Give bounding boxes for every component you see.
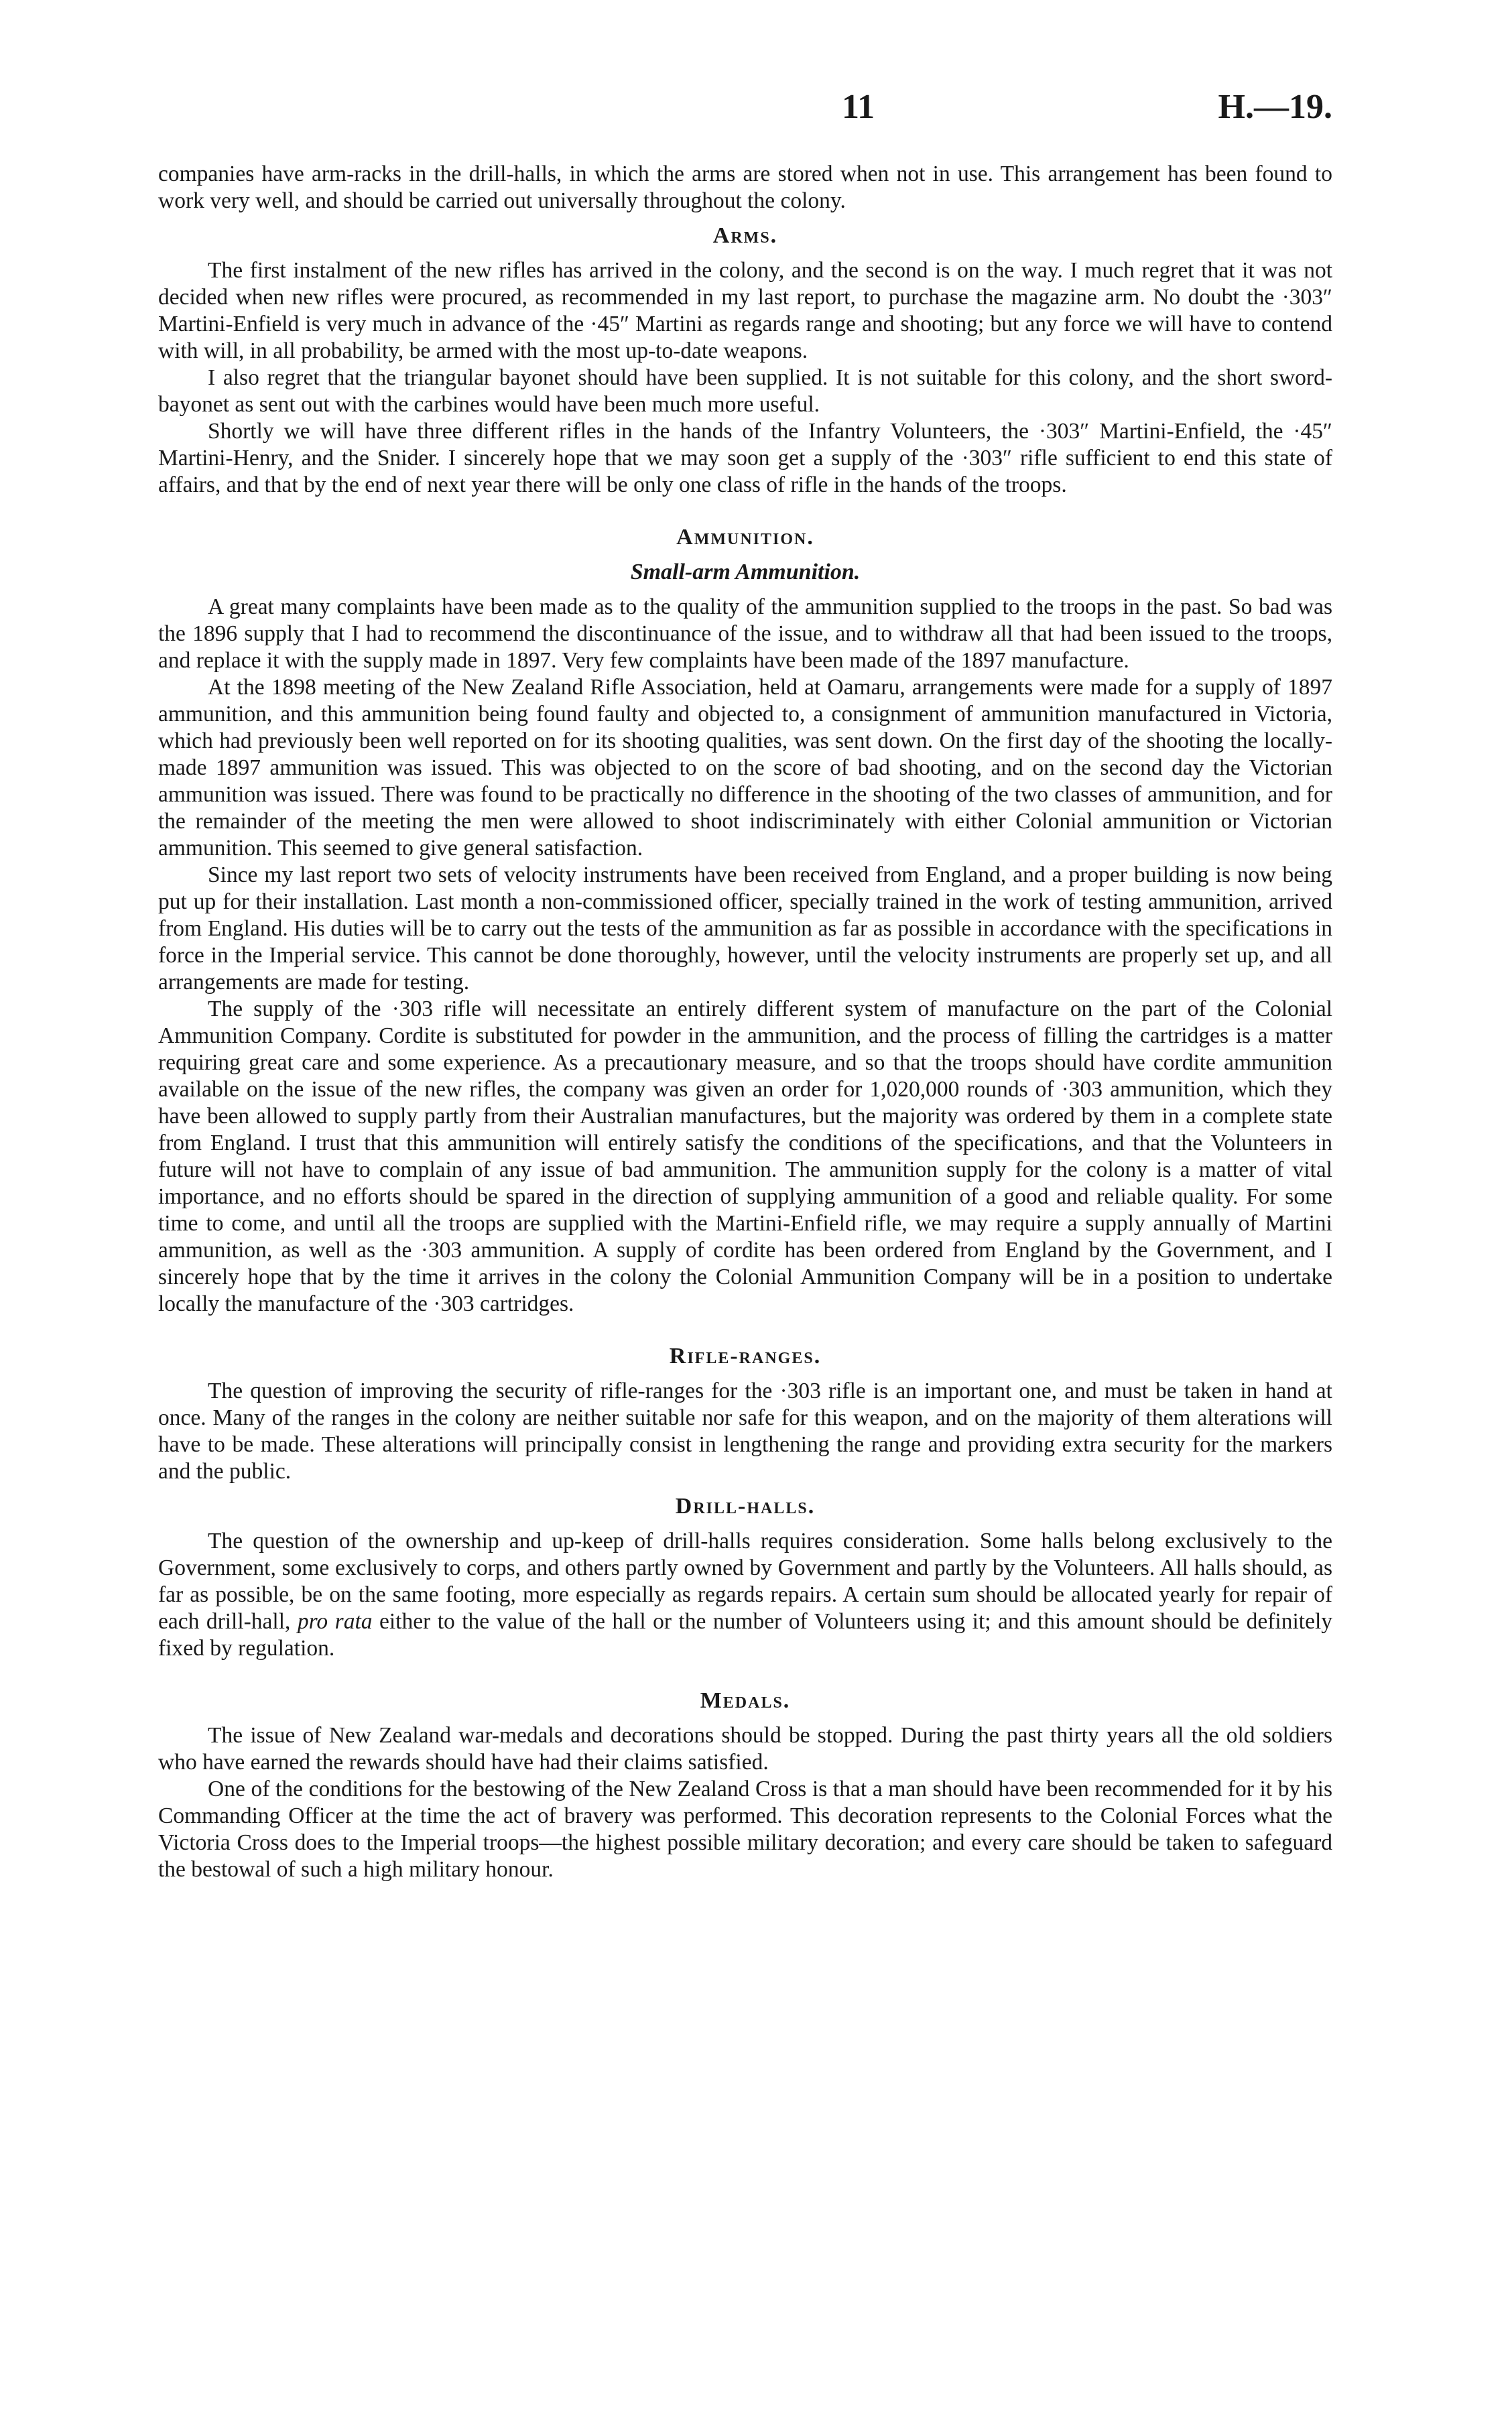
page-body xyxy=(158,161,1332,1883)
section-heading-rifle-ranges: Rifle-ranges. xyxy=(669,1344,822,1368)
ammunition-paragraph-2: At the 1898 meeting of the New Zealand Rifle Association, held at Oamaru, arrangements were made for a supply of 1897 ammunition, and this ammunition being found faulty and objected to, a consignment of ammunition manufactured in Victoria, which had previously been well reported on for its shooting qualities, was sent down. On the first day of the shooting the locally-made 1897 ammunition was issued. This was objected to on the score of bad shooting, and on the second day the Victorian ammunition was issued. There was found to be practically no difference in the shooting of the two classes of ammunition, and for the remainder of the meeting the men were allowed to shoot indiscriminately with either Colonial ammunition or Victorian ammunition. This seemed to give general satisfaction. xyxy=(158,675,1332,861)
page-header xyxy=(158,87,1332,141)
arms-paragraph-2: I also regret that the triangular bayonet should have been supplied. It is not suitable for this colony, and the short sword-bayonet as sent out with the carbines would have been much more useful. xyxy=(158,365,1332,417)
drill-halls-text-a: The question of the ownership and up-keep of drill-halls requires consideration. Some halls belong exclusively to the Government, some exclusively to corps, and others partly owned by Government and partly by the Volunteers. All halls should, as far as possible, be on the same footing, more especially as regards repairs. A certain sum should be allocated yearly for repair of each drill-hall, xyxy=(158,1529,1332,1634)
drill-halls-paragraph-1 xyxy=(158,1528,1332,1662)
section-heading-ammunition: Ammunition. xyxy=(676,525,814,550)
section-heading-medals: Medals. xyxy=(700,1688,791,1713)
drill-halls-text-b: either to the value of the hall or the number of Volunteers using it; and this amount should be definitely fixed by regulation. xyxy=(158,1609,1332,1661)
page-number: 11 xyxy=(842,88,875,126)
section-heading-arms: Arms. xyxy=(712,223,778,248)
rifle-ranges-paragraph-1: The question of improving the security of rifle-ranges for the ·303 rifle is an important one, and must be taken in hand at once. Many of the ranges in the colony are neither suitable nor safe for this weapon, and on the majority of them alterations will have to be made. These alterations will principally consist in lengthening the range and providing extra security for the markers and the public. xyxy=(158,1379,1332,1484)
section-heading-drill-halls: Drill-halls. xyxy=(675,1494,816,1519)
subsection-heading-small-arm-ammunition: Small-arm Ammunition. xyxy=(630,560,861,584)
ammunition-paragraph-4: The supply of the ·303 rifle will necessitate an entirely different system of manufacture on the part of the Colonial Ammunition Company. Cordite is substituted for powder in the ammunition, and the process of filling the cartridges is a matter requiring great care and some experience. As a precautionary measure, and so that the troops should have cordite ammunition available on the issue of the new rifles, the company was given an order for 1,020,000 rounds of ·303 ammunition, which they have been allowed to supply partly from their Australian manufactures, but the majority was ordered by them in a complete state from England. I trust that this ammunition will entirely satisfy the conditions of the specifications, and that the Volunteers in future will not have to complain of any issue of bad ammunition. The ammunition supply for the colony is a matter of vital importance, and no efforts should be spared in the direction of supplying ammunition of a good and reliable quality. For some time to come, and until all the troops are supplied with the Martini-Enfield rifle, we may require a supply annually of Martini ammunition, as well as the ·303 ammunition. A supply of cordite has been ordered from England by the Government, and I sincerely hope that by the time it arrives in the colony the Colonial Ammunition Company will be in a position to undertake locally the manufacture of the ·303 cartridges. xyxy=(158,997,1332,1316)
arms-paragraph-1: The first instalment of the new rifles has arrived in the colony, and the second is on the way. I much regret that it was not decided when new rifles were procured, as recommended in my last report, to purchase the magazine arm. No doubt the ·303″ Martini-Enfield is very much in advance of the ·45″ Martini as regards range and shooting; but any force we will have to contend with will, in all probability, be armed with the most up-to-date weapons. xyxy=(158,258,1332,363)
intro-paragraph: companies have arm-racks in the drill-halls, in which the arms are stored when not in use. This arrangement has been found to work very well, and should be carried out universally throughout the colony. xyxy=(158,162,1332,213)
ammunition-paragraph-3: Since my last report two sets of velocity instruments have been received from England, and a proper building is now being put up for their installation. Last month a non-commissioned officer, specially trained in the work of testing ammunition, arrived from England. His duties will be to carry out the tests of the ammunition as far as possible in accordance with the specifications in force in the Imperial service. This cannot be done thoroughly, however, until the velocity instruments are properly set up, and all arrangements are made for testing. xyxy=(158,863,1332,995)
ammunition-paragraph-1: A great many complaints have been made as to the quality of the ammunition supplied to the troops in the past. So bad was the 1896 supply that I had to recommend the discontinuance of the issue, and to withdraw all that had been issued to the troops, and replace it with the supply made in 1897. Very few complaints have been made of the 1897 manufacture. xyxy=(158,594,1332,673)
medals-paragraph-1: The issue of New Zealand war-medals and decorations should be stopped. During the past thirty years all the old soldiers who have earned the rewards should have had their claims satisfied. xyxy=(158,1723,1332,1775)
arms-paragraph-3: Shortly we will have three different rifles in the hands of the Infantry Volunteers, the ·303″ Martini-Enfield, the ·45″ Martini-Henry, and the Snider. I sincerely hope that we may soon get a supply of the ·303″ rifle sufficient to end this state of affairs, and that by the end of next year there will be only one class of rifle in the hands of the troops. xyxy=(158,419,1332,497)
medals-paragraph-2: One of the conditions for the bestowing of the New Zealand Cross is that a man should have been recommended for it by his Commanding Officer at the time the act of bravery was performed. This decoration represents to the Colonial Forces what the Victoria Cross does to the Imperial troops—the highest possible military decoration; and every care should be taken to safeguard the bestowal of such a high military honour. xyxy=(158,1777,1332,1882)
drill-halls-latin-term: pro rata xyxy=(297,1609,373,1634)
document-reference: H.—19. xyxy=(1218,88,1332,126)
